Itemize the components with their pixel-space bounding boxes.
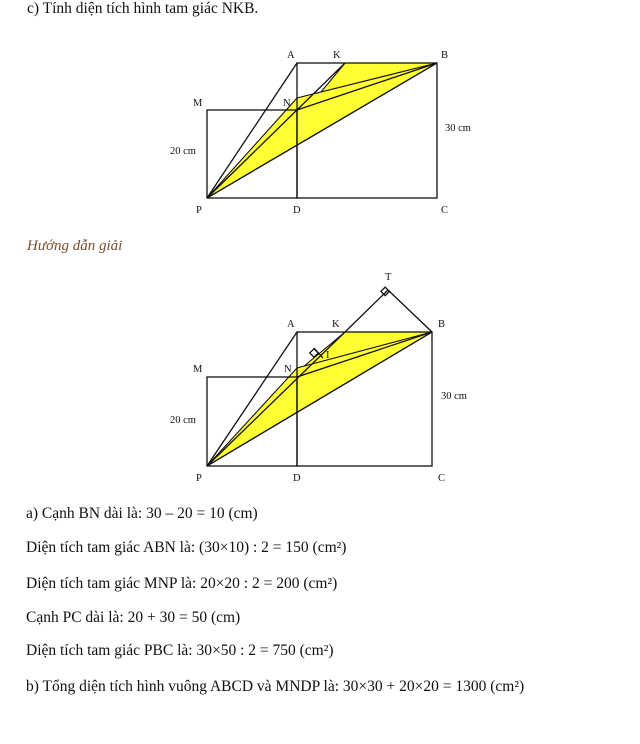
fig1-label-d: D [293,205,301,216]
fig2-label-m: M [193,364,203,375]
guide-title: Hướng dẫn giải [27,238,123,254]
fig2-label-b: B [438,319,446,330]
fig1-label-k: K [333,50,341,61]
fig2-label-p: P [196,473,202,484]
fig1-label-b: B [441,50,449,61]
fig2-right-angle-t [381,287,389,295]
fig1-side-left: 20 cm [170,146,196,157]
solution-line-1: a) Cạnh BN dài là: 30 – 20 = 10 (cm) [26,505,258,522]
solution-line-6: b) Tổng diện tích hình vuông ABCD và MNDP là: 30×30 + 20×20 = 1300 (cm²) [26,678,525,695]
fig2-label-k: K [332,319,340,330]
fig1-label-m: M [193,98,203,109]
fig1-label-n: N [283,98,291,109]
fig2-label-i: I [326,350,330,361]
fig2-label-t: T [385,272,392,283]
fig2-side-right: 30 cm [441,391,467,402]
question-c: c) Tính diện tích hình tam giác NKB. [27,0,259,17]
fig1-side-right: 30 cm [445,123,471,134]
fig1-label-p: P [196,205,202,216]
fig2-label-a: A [287,319,295,330]
fig2-line-pb [207,332,432,466]
solution-line-2: Diện tích tam giác ABN là: (30×10) : 2 = 150 (cm²) [26,539,347,556]
fig2-line-kt [345,290,388,332]
fig1-label-a: A [287,50,295,61]
fig2-side-left: 20 cm [170,415,196,426]
fig2-label-n: N [284,364,292,375]
solution-line-3: Diện tích tam giác MNP là: 20×20 : 2 = 200 (cm²) [26,575,338,592]
solution-line-4: Cạnh PC dài là: 20 + 30 = 50 (cm) [26,609,241,626]
solution-line-5: Diện tích tam giác PBC là: 30×50 : 2 = 750 (cm²) [26,642,334,659]
fig2-label-d: D [293,473,301,484]
fig2-line-pk [207,332,345,466]
fig1-label-c: C [441,205,449,216]
fig2-line-tb [388,290,432,332]
fig2-label-c: C [438,473,446,484]
